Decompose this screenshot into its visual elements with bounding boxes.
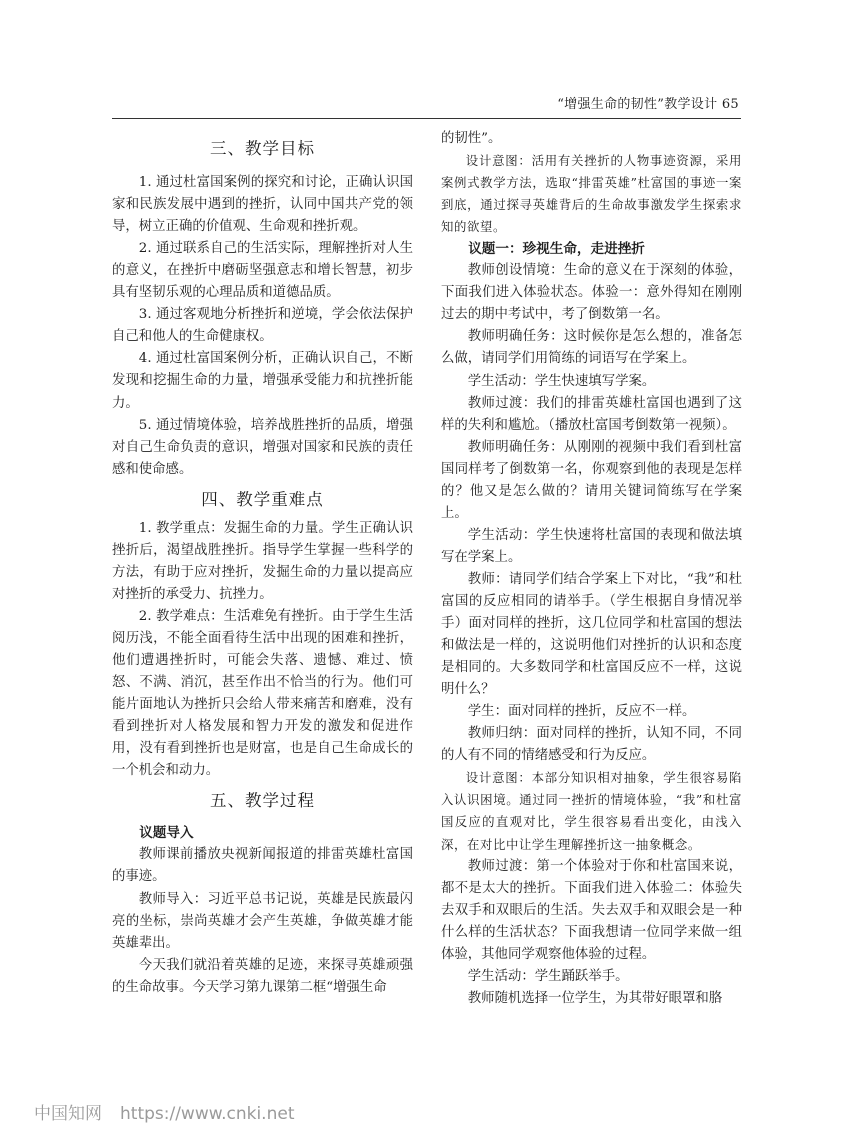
body-paragraph: 今天我们就沿着英雄的足迹，来探寻英雄顽强的生命故事。今天学习第九课第二框“增强生命 <box>112 957 413 995</box>
section-title-teaching-process: 五、教学过程 <box>210 791 315 811</box>
body-paragraph: 教师课前播放央视新闻报道的排雷英雄杜富国的事迹。 <box>112 847 413 885</box>
goal-item: 3. 通过客观地分析挫折和逆境，学会依法保护自己和他人的生命健康权。 <box>112 307 413 345</box>
body-paragraph: 教师创设情境：生命的意义在于深刻的体验，下面我们进入体验状态。体验一：意外得知在刚刚过去的期中考试中，考了倒数第一名。 <box>441 263 742 323</box>
goal-item: 2. 通过联系自己的生活实际，理解挫折对人生的意义，在挫折中磨砺坚强意志和增长智慧，初步具有坚韧乐观的心理品质和道德品质。 <box>112 241 413 301</box>
body-paragraph: 教师明确任务：从刚刚的视频中我们看到杜富国同样考了倒数第一名，你观察到他的表现是怎样的？他又是怎么做的？请用关键词简练写在学案上。 <box>441 439 742 521</box>
watermark-site-url: https://www.cnki.net <box>120 1104 295 1124</box>
running-header: “增强生命的韧性”教学设计 65 <box>557 97 739 112</box>
body-paragraph: 教师：请同学们结合学案上下对比，“我”和杜富国的反应相同的请举手。（学生根据自身情况举手）面对同样的挫折，这几位同学和杜富国的想法和做法是一样的，这说明他们对挫折的认识和态度是相同的。大多数同学和杜富国反应不一样，这说明什么？ <box>441 571 742 698</box>
topic-heading-one: 议题一：珍视生命，走进挫折 <box>468 241 645 258</box>
body-paragraph: 教师过渡：我们的排雷英雄杜富国也遇到了这样的失利和尴尬。（播放杜富国考倒数第一视频）。 <box>441 395 742 433</box>
body-paragraph: 教师随机选择一位学生，为其带好眼罩和胳 <box>467 990 723 1006</box>
continued-line: 的韧性”。 <box>441 131 502 146</box>
watermark-site-name: 中国知网 <box>34 1104 102 1124</box>
body-paragraph: 教师过渡：第一个体验对于你和杜富国来说，都不是太大的挫折。下面我们进入体验二：体验失去双手和双眼后的生活。失去双手和双眼会是一种什么样的生活状态？下面我想请一位同学来做一组体验，其他同学观察他体验的过程。 <box>441 858 742 962</box>
body-paragraph: 教师明确任务：这时候你是怎么想的，准备怎么做，请同学们用简练的词语写在学案上。 <box>441 329 742 367</box>
topic-heading-intro: 议题导入 <box>139 825 194 842</box>
body-paragraph: 教师导入：习近平总书记说，英雄是民族最闪亮的坐标，崇尚英雄才会产生英雄，争做英雄才能英雄辈出。 <box>112 891 413 951</box>
design-intent: 设计意图：本部分知识相对抽象，学生很容易陷入认识困境。通过同一挫折的情境体验，“我”和杜富国反应的直观对比，学生很容易看出变化，由浅入深，在对比中让学生理解挫折这一抽象概念。 <box>441 770 742 852</box>
cnki-watermark <box>34 1099 312 1124</box>
key-point-item: 2. 教学难点：生活难免有挫折。由于学生生活阅历浅，不能全面看待生活中出现的困难和挫折，他们遭遇挫折时，可能会失落、遗憾、难过、愤怒、不满、消沉，甚至作出不恰当的行为。他们可能片面地认为挫折只会给人带来痛苦和磨难，没有看到挫折对人格发展和智力开发的激发和促进作用，没有看到挫折也是财富，也是自己生命成长的一个机会和动力。 <box>112 608 413 779</box>
left-column <box>112 128 413 999</box>
body-paragraph: 学生活动：学生快速填写学案。 <box>467 373 656 389</box>
header-rule <box>112 118 741 119</box>
right-column <box>441 128 742 1010</box>
section-title-teaching-goals: 三、教学目标 <box>210 139 315 158</box>
goal-item: 1. 通过杜富国案例的探究和讨论，正确认识国家和民族发展中遇到的挫折，认同中国共产党的领导，树立正确的价值观、生命观和挫折观。 <box>112 175 413 235</box>
design-intent: 设计意图：活用有关挫折的人物事迹资源，采用案例式教学方法，选取“排雷英雄”杜富国的事迹一案到底，通过探寻英雄背后的生命故事激发学生探索求知的欲望。 <box>441 153 742 235</box>
goal-item: 4. 通过杜富国案例分析，正确认识自己，不断发现和挖掘生命的力量，增强承受能力和抗挫折能力。 <box>112 351 413 411</box>
body-paragraph: 教师归纳：面对同样的挫折，认知不同，不同的人有不同的情绪感受和行为反应。 <box>441 726 742 764</box>
body-paragraph: 学生活动：学生快速将杜富国的表现和做法填写在学案上。 <box>441 527 742 565</box>
body-paragraph: 学生：面对同样的挫折，反应不一样。 <box>467 704 696 720</box>
goal-item: 5. 通过情境体验，培养战胜挫折的品质，增强对自己生命负责的意识，增强对国家和民族的责任感和使命感。 <box>112 417 413 477</box>
body-paragraph: 学生活动：学生踊跃举手。 <box>467 968 629 984</box>
key-point-item: 1. 教学重点：发掘生命的力量。学生正确认识挫折后，渴望战胜挫折。指导学生掌握一些科学的方法，有助于应对挫折，发掘生命的力量以提高应对挫折的承受力、抗挫力。 <box>112 520 413 602</box>
section-title-key-points: 四、教学重难点 <box>201 489 324 509</box>
